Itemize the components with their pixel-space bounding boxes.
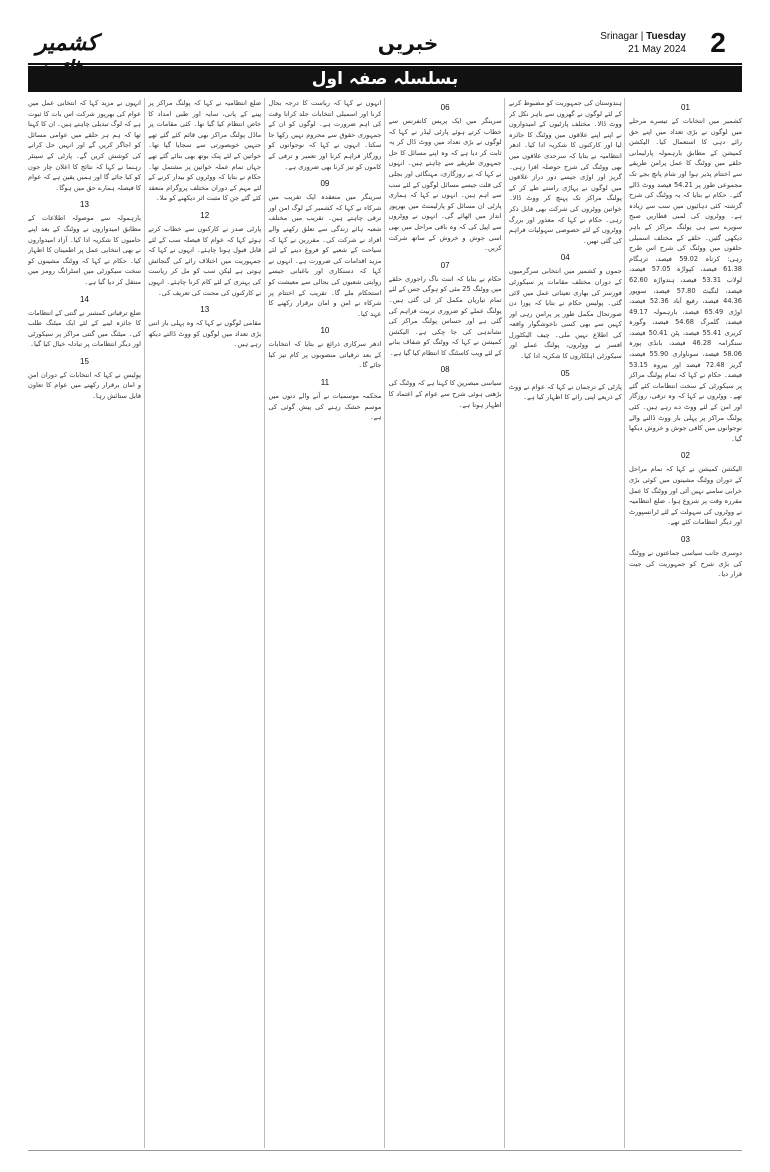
article-paragraph: پولیس نے کہا کہ انتخابات کے دوران امن و امان برقرار رکھنے میں عوام کا تعاون قابل ستائش رہا۔ (28, 370, 141, 401)
article-paragraph: سرینگر میں منعقدہ ایک تقریب میں شرکاء نے کہا کہ کشمیر کے لوگ امن اور ترقی چاہتے ہیں۔ تقریب میں مختلف شعبہ ہائے زندگی سے تعلق رکھنے والے افراد نے شرکت کی۔ مقررین نے کہا کہ سیاحت کے شعبے کو فروغ دینے کے لئے مزید اقدامات کی ضرورت ہے۔ انہوں نے کہا کہ دستکاری اور باغبانی جیسے روایتی شعبوں کی بحالی سے معیشت کو استحکام ملے گا۔ تقریب کے اختتام پر شرکاء نے امن و امان برقرار رکھنے کا عہد کیا۔ (268, 193, 382, 318)
column-divider (144, 98, 145, 1148)
section-number: 07 (440, 260, 450, 270)
dateline-city: Srinagar (600, 31, 638, 42)
article-paragraph: دوسری جانب سیاسی جماعتوں نے ووٹنگ کی بڑی شرح کو جمہوریت کی جیت قرار دیا۔ (629, 548, 742, 579)
article-paragraph: محکمہ موسمیات نے آنے والے دنوں میں موسم خشک رہنے کی پیش گوئی کی ہے۔ (268, 392, 382, 422)
section-number: 09 (320, 179, 330, 189)
article-paragraph: حکام نے بتایا کہ اننت ناگ راجوری حلقے میں ووٹنگ 25 مئی کو ہوگی جس کے لئے تمام تیاریاں مکمل کر لی گئی ہیں۔ پولنگ عملے کو ضروری تربیت فراہم کی گئی ہے اور حساس پولنگ مراکز کی نشاندہی کی جا چکی ہے۔ الیکشن کمیشن نے کہا کہ ووٹنگ کو شفاف بنانے کے لئے ویب کاسٹنگ کا انتظام کیا گیا ہے۔ (388, 274, 502, 357)
section-number: 11 (320, 378, 330, 388)
masthead (28, 26, 742, 62)
section-number: 12 (200, 210, 210, 220)
section-number: 13 (80, 200, 89, 210)
section-number: 04 (560, 253, 570, 263)
article-column (268, 98, 381, 1148)
column-divider (384, 98, 385, 1148)
footer-rule (28, 1150, 742, 1151)
article-paragraph: بارہمولہ سے موصولہ اطلاعات کے مطابق امیدواروں نے ووٹنگ کے بعد اپنے حامیوں کا شکریہ ادا کیا۔ آزاد امیدواروں نے بھی انتخابی عمل پر اطمینان کا اظہار کیا۔ حکام نے کہا کہ ووٹنگ مشینوں کو سخت سیکورٹی میں اسٹرانگ رومز میں منتقل کر دیا گیا ہے۔ (28, 214, 141, 286)
section-number: 13 (200, 305, 210, 315)
article-paragraph: مقامی لوگوں نے کہا کہ وہ پہلی بار اتنی بڑی تعداد میں لوگوں کو ووٹ ڈالتے دیکھ رہے ہیں۔ (148, 319, 262, 349)
header-rule (28, 63, 742, 65)
article-column (28, 98, 141, 1148)
article-paragraph: سرینگر میں ایک پریس کانفرنس سے خطاب کرتے ہوئے پارٹی لیڈر نے کہا کہ لوگوں نے بڑی تعداد میں ووٹ ڈال کر یہ ثابت کر دیا ہے کہ وہ اپنے مسائل کا حل جمہوری طریقے سے چاہتے ہیں۔ انہوں نے کہا کہ بے روزگاری، مہنگائی اور بجلی کی قلت جیسے مسائل لوگوں کے لئے سب سے اہم ہیں۔ انہوں نے کہا کہ ہماری پارٹی ان مسائل کو پارلیمنٹ میں بھرپور انداز میں اٹھائے گی۔ انہوں نے ووٹروں سے اپیل کی کہ وہ باقی مراحل میں بھی اسی جوش و خروش کے ساتھ شرکت کریں۔ (388, 117, 502, 253)
article-paragraph: پارٹی صدر نے کارکنوں سے خطاب کرتے ہوئے کہا کہ عوام کا فیصلہ سب کے لئے قابل قبول ہونا چاہئے۔ انہوں نے کہا کہ جمہوریت میں اختلاف رائے کی گنجائش ہوتی ہے لیکن سب کو مل کر ریاست کی بہتری کے لئے کام کرنا چاہئے۔ انہوں نے کارکنوں کی محنت کی تعریف کی۔ (148, 224, 262, 297)
dateline-date: 21 May 2024 (628, 44, 686, 55)
section-number: 05 (560, 368, 570, 378)
article-paragraph: کشمیر میں انتخابات کے تیسرے مرحلے میں لوگوں نے بڑی تعداد میں اپنے حق رائے دہی کا استعمال کیا۔ الیکشن کمیشن کے مطابق بارہمولہ پارلیمانی حلقے میں ووٹنگ کا عمل پرامن طریقے سے اختتام پذیر ہوا اور شام پانچ بجے تک مجموعی طور پر 54.21 فیصد ووٹ ڈالے گئے۔ حکام نے بتایا کہ یہ ووٹنگ کی شرح گزشتہ کئی دہائیوں میں سب سے زیادہ ہے۔ ووٹروں کی لمبی قطاریں صبح سویرے سے ہی پولنگ مراکز کے باہر دیکھی گئیں۔ حلقے کے مختلف اسمبلی حلقوں میں ووٹنگ کی شرح اس طرح رہی: کرناہ 59.02 فیصد، ترہگام 61.38 فیصد، کپواڑہ 57.05 فیصد، لولاب 53.31 فیصد، ہندواڑہ 62.60 فیصد، لنگیٹ 57.80 فیصد، سوپور 44.36 فیصد، رفیع آباد 52.36 فیصد، اوڑی 65.49 فیصد، بارہمولہ 49.17 فیصد، گلمرگ 54.68 فیصد، وگورہ کریری 55.41 فیصد، پٹن 50.41 فیصد، سنگرامہ 46.28 فیصد، بانڈی پورہ 58.06 فیصد، سوناواری 55.90 فیصد، گریز 72.48 فیصد اور بیروہ 53.15 فیصد۔ حکام نے کہا کہ تمام پولنگ مراکز پر سیکورٹی کے سخت انتظامات کئے گئے تھے۔ ووٹروں نے کہا کہ وہ ترقی، روزگار اور امن کے لئے ووٹ دے رہے ہیں۔ کئی پولنگ مراکز پر پہلی بار ووٹ ڈالنے والے نوجوانوں میں کافی جوش و خروش دیکھا گیا۔ (629, 117, 742, 443)
article-paragraph: ضلع انتظامیہ نے کہا کہ پولنگ مراکز پر پینے کے پانی، سایہ اور طبی امداد کا خاص انتظام کیا گیا تھا۔ کئی مقامات پر ماڈل پولنگ مراکز بھی قائم کئے گئے تھے جنہیں خوبصورتی سے سجایا گیا تھا۔ خواتین کے لئے پنک بوتھ بھی بنائے گئے تھے جہاں تمام عملہ خواتین پر مشتمل تھا۔ حکام نے بتایا کہ ووٹروں کو بیدار کرنے کے لئے مہم کے دوران مختلف پروگرام منعقد کئے گئے جن کا مثبت اثر دیکھنے کو ملا۔ (148, 99, 262, 203)
section-number: 14 (80, 294, 89, 304)
dateline-day: Tuesday (646, 31, 686, 42)
article-column (389, 98, 502, 1148)
section-number: 15 (80, 356, 89, 366)
article-paragraph: انہوں نے مزید کہا کہ انتخابی عمل میں عوام کی بھرپور شرکت اس بات کا ثبوت ہے کہ لوگ تبدیلی چاہتے ہیں۔ ان کا کہنا تھا کہ ہم ہر حلقے میں عوامی مسائل کو اجاگر کریں گے اور انہیں حل کرانے کی کوشش کریں گے۔ پارٹی کے سینئر رہنما نے کہا کہ نتائج کا اعلان چار جون کو کیا جائے گا اور ہمیں یقین ہے کہ عوام کا فیصلہ ہمارے حق میں ہوگا۔ (28, 99, 141, 192)
section-number: 03 (681, 534, 690, 544)
article-paragraph: ہندوستان کی جمہوریت کو مضبوط کرنے کے لئے لوگوں نے گھروں سے باہر نکل کر ووٹ ڈالا۔ مختلف پارٹیوں کے امیدواروں نے اپنے اپنے علاقوں میں ووٹنگ کا جائزہ لیا اور کارکنوں کا شکریہ ادا کیا۔ ادھر انتظامیہ نے بتایا کہ سرحدی علاقوں میں بھی ووٹنگ کی شرح حوصلہ افزا رہی۔ گریز اور اوڑی جیسے دور دراز علاقوں میں لوگوں نے پہاڑی راستے طے کر کے پولنگ مراکز تک پہنچ کر ووٹ ڈالا۔ خواتین ووٹروں کی شرکت بھی قابل ذکر رہی۔ حکام نے کہا کہ معذور اور بزرگ ووٹروں کے لئے خصوصی سہولیات فراہم کی گئی تھیں۔ (508, 99, 622, 245)
article-paragraph: الیکشن کمیشن نے کہا کہ تمام مراحل کے دوران ووٹنگ مشینوں میں کوئی بڑی خرابی سامنے نہیں آئی اور ووٹنگ کا عمل مقررہ وقت پر شروع ہوا۔ ضلع انتظامیہ نے ووٹروں کی سہولت کے لئے ٹرانسپورٹ اور دیگر انتظامات کئے تھے۔ (629, 465, 742, 527)
section-number: 08 (440, 365, 450, 375)
article-paragraph: سیاسی مبصرین کا کہنا ہے کہ ووٹنگ کی بڑھتی ہوئی شرح سے عوام کے اعتماد کا اظہار ہوتا ہے۔ (388, 379, 502, 409)
section-number: 10 (320, 326, 330, 336)
column-divider (504, 98, 505, 1148)
article-column (148, 98, 261, 1148)
continuation-banner: بسلسلہ صفہ اول (28, 66, 742, 92)
section-number: 02 (681, 451, 690, 461)
article-column (629, 98, 742, 1148)
column-divider (264, 98, 265, 1148)
article-paragraph: انہوں نے کہا کہ ریاست کا درجہ بحال کرنا اور اسمبلی انتخابات جلد کرانا وقت کی اہم ضرورت ہے۔ لوگوں کو ان کے جمہوری حقوق سے محروم نہیں رکھا جا سکتا۔ انہوں نے کہا کہ نوجوانوں کو روزگار فراہم کرنا اور تعمیر و ترقی کے کاموں کو تیز کرنا بھی ضروری ہے۔ (268, 99, 382, 171)
article-column (509, 98, 622, 1148)
section-number: 06 (440, 103, 450, 112)
section-number: 01 (681, 103, 690, 112)
section-title: خبریں (377, 31, 439, 55)
article-paragraph: پارٹی کے ترجمان نے کہا کہ عوام نے ووٹ کے ذریعے اپنی رائے کا اظہار کیا ہے۔ (508, 382, 622, 402)
dateline: Srinagar | Tuesday 21 May 2024 (600, 31, 686, 55)
article-paragraph: ادھر سرکاری ذرائع نے بتایا کہ انتخابات کے بعد ترقیاتی منصوبوں پر کام تیز کیا جائے گا۔ (268, 340, 382, 370)
article-columns (28, 98, 742, 1148)
article-paragraph: ضلع ترقیاتی کمشنر نے گنتی کے انتظامات کا جائزہ لینے کے لئے ایک میٹنگ طلب کی۔ میٹنگ میں گنتی مراکز پر سیکورٹی اور دیگر انتظامات پر تبادلہ خیال کیا گیا۔ (28, 308, 141, 349)
column-divider (624, 98, 625, 1148)
newspaper-logo: کشمیر (36, 30, 98, 56)
page-number: 2 (710, 27, 726, 58)
article-paragraph: جموں و کشمیر میں انتخابی سرگرمیوں کے دوران مختلف مقامات پر سیکورٹی فورسز کی بھاری تعیناتی عمل میں لائی گئی۔ پولیس حکام نے بتایا کہ پورا دن صورتحال مکمل طور پر پرامن رہی اور کہیں سے بھی کسی ناخوشگوار واقعہ کی اطلاع نہیں ملی۔ چیف الیکٹورل افسر نے ووٹروں، پولنگ عملے اور سیکورٹی اہلکاروں کا شکریہ ادا کیا۔ (508, 267, 622, 361)
